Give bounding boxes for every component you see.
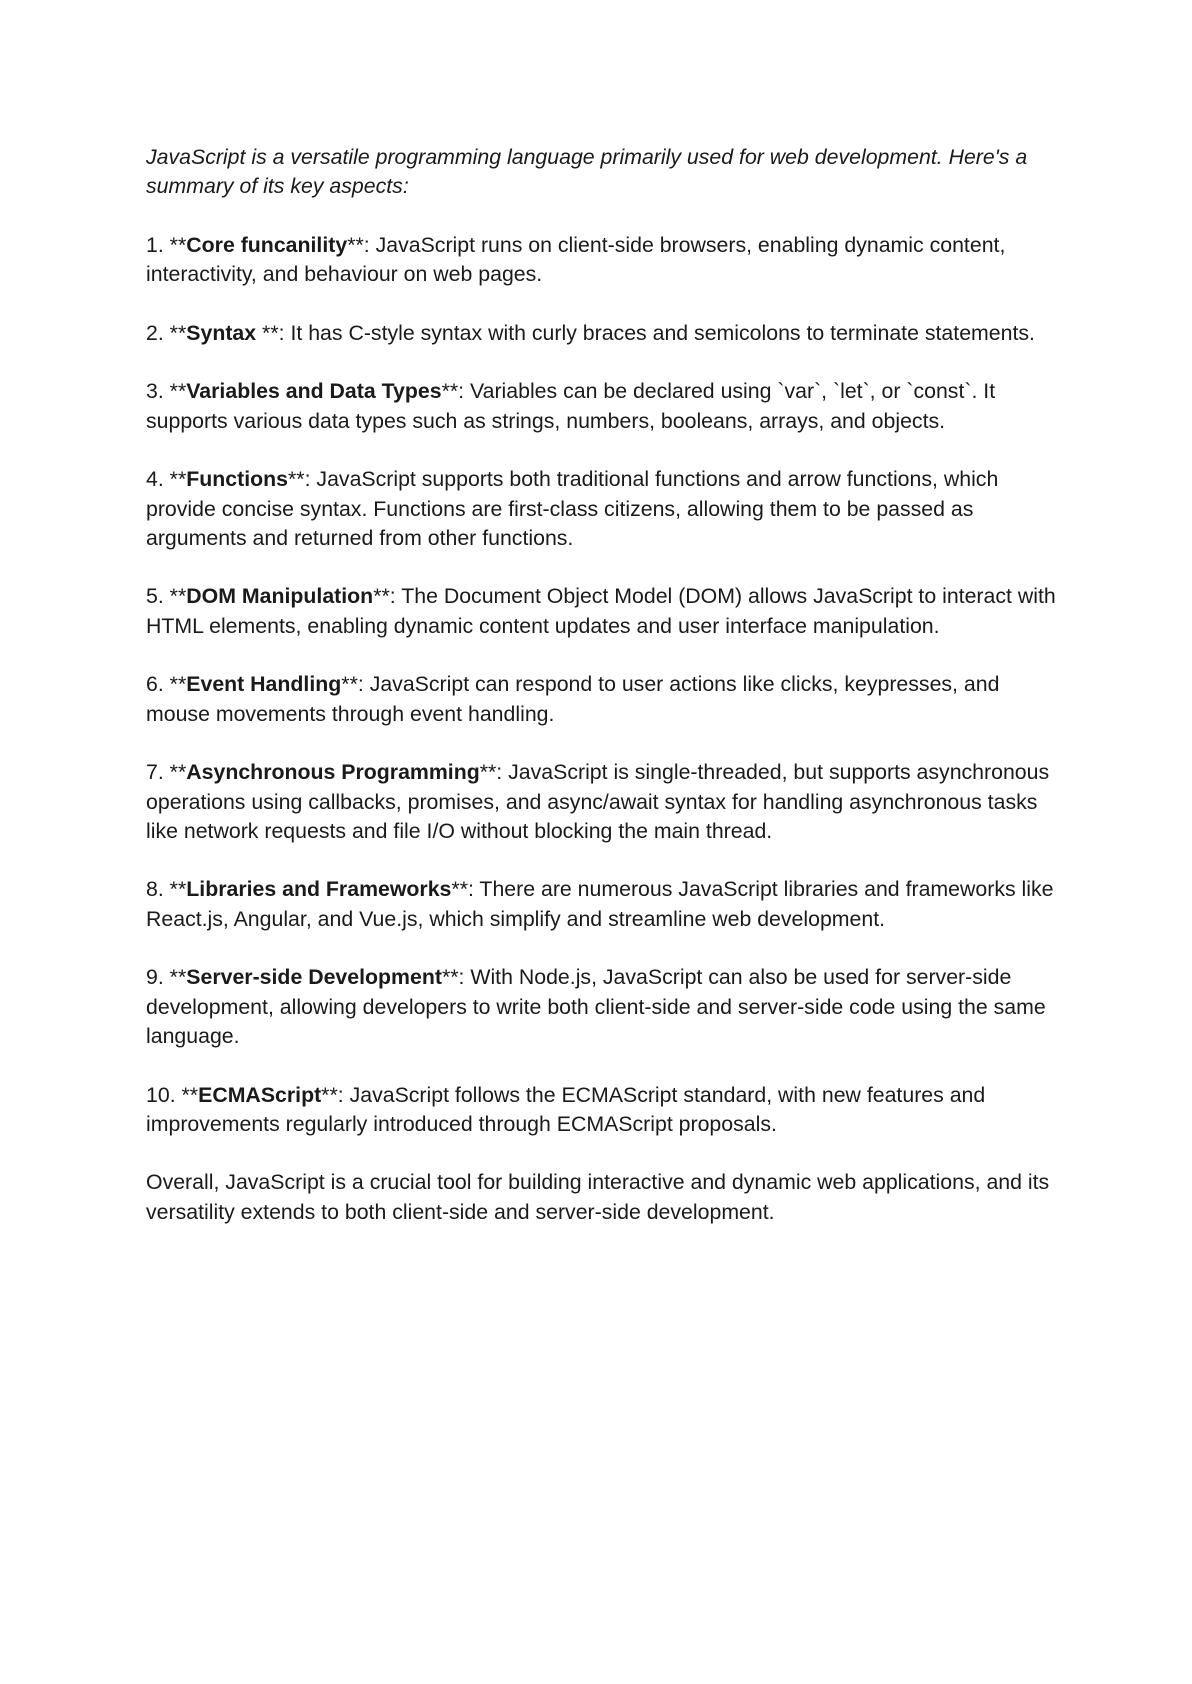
list-item: [146, 319, 1066, 348]
list-item: [146, 465, 1066, 553]
item-term: Asynchronous Programming: [186, 760, 480, 785]
item-prefix: 5. **: [146, 584, 187, 609]
item-prefix: 4. **: [146, 467, 187, 492]
document-body: [146, 143, 1066, 1256]
list-item: [146, 377, 1066, 436]
item-description: **: JavaScript follows the ECMAScript standard, with new features and improvements regularly introduced through ECMAScript proposals.: [146, 1082, 986, 1136]
conclusion-paragraph: Overall, JavaScript is a crucial tool for building interactive and dynamic web applications, and its versatility extends to both client-side and server-side development.: [146, 1170, 1050, 1224]
item-description: **: JavaScript supports both traditional functions and arrow functions, which provide concise syntax. Functions are first-class citizens, allowing them to be passed as arguments and returned from other functions.: [146, 467, 999, 550]
item-term: Functions: [186, 467, 289, 492]
item-term: ECMAScript: [198, 1082, 322, 1107]
list-item: [146, 231, 1066, 290]
item-prefix: 8. **: [146, 877, 187, 902]
list-item: [146, 758, 1066, 846]
item-term: DOM Manipulation: [186, 584, 374, 609]
item-prefix: 9. **: [146, 965, 187, 990]
list-item: [146, 963, 1066, 1051]
item-prefix: 2. **: [146, 320, 187, 345]
item-term: Core funcanility: [186, 232, 348, 257]
intro-paragraph: JavaScript is a versatile programming language primarily used for web development. Here's a summary of its key aspects:: [146, 145, 1028, 199]
item-prefix: 6. **: [146, 672, 187, 697]
item-term: Variables and Data Types: [186, 379, 442, 404]
list-item: [146, 1081, 1066, 1140]
item-description: **: JavaScript is single-threaded, but supports asynchronous operations using callbacks, promises, and async/await syntax for handling asynchronous tasks like network requests and file I/O without blocking the main thread.: [146, 760, 1050, 843]
item-description: **: JavaScript can respond to user actions like clicks, keypresses, and mouse movements through event handling.: [146, 672, 1000, 726]
list-item: [146, 875, 1066, 934]
item-prefix: 7. **: [146, 760, 187, 785]
item-description: **: The Document Object Model (DOM) allows JavaScript to interact with HTML elements, enabling dynamic content updates and user interface manipulation.: [146, 584, 1056, 638]
item-prefix: 10. **: [146, 1082, 199, 1107]
item-description: **: It has C-style syntax with curly braces and semicolons to terminate statements.: [262, 320, 1035, 345]
item-term: Event Handling: [186, 672, 342, 697]
item-term: Libraries and Frameworks: [186, 877, 452, 902]
item-description: **: JavaScript runs on client-side browsers, enabling dynamic content, interactivity, and behaviour on web pages.: [146, 232, 1006, 287]
item-term: Server-side Development: [186, 965, 442, 990]
item-prefix: 3. **: [146, 379, 187, 404]
item-prefix: 1. **: [146, 232, 187, 257]
item-description: **: Variables can be declared using `var`, `let`, or `const`. It supports various data types such as strings, numbers, booleans, arrays, and objects.: [146, 379, 996, 433]
list-item: [146, 582, 1066, 641]
list-item: [146, 670, 1066, 729]
item-description: **: With Node.js, JavaScript can also be used for server-side development, allowing developers to write both client-side and server-side code using the same language.: [146, 965, 1046, 1048]
item-term: Syntax: [186, 320, 263, 345]
item-description: **: There are numerous JavaScript libraries and frameworks like React.js, Angular, and Vue.js, which simplify and streamline web development.: [146, 877, 1054, 931]
